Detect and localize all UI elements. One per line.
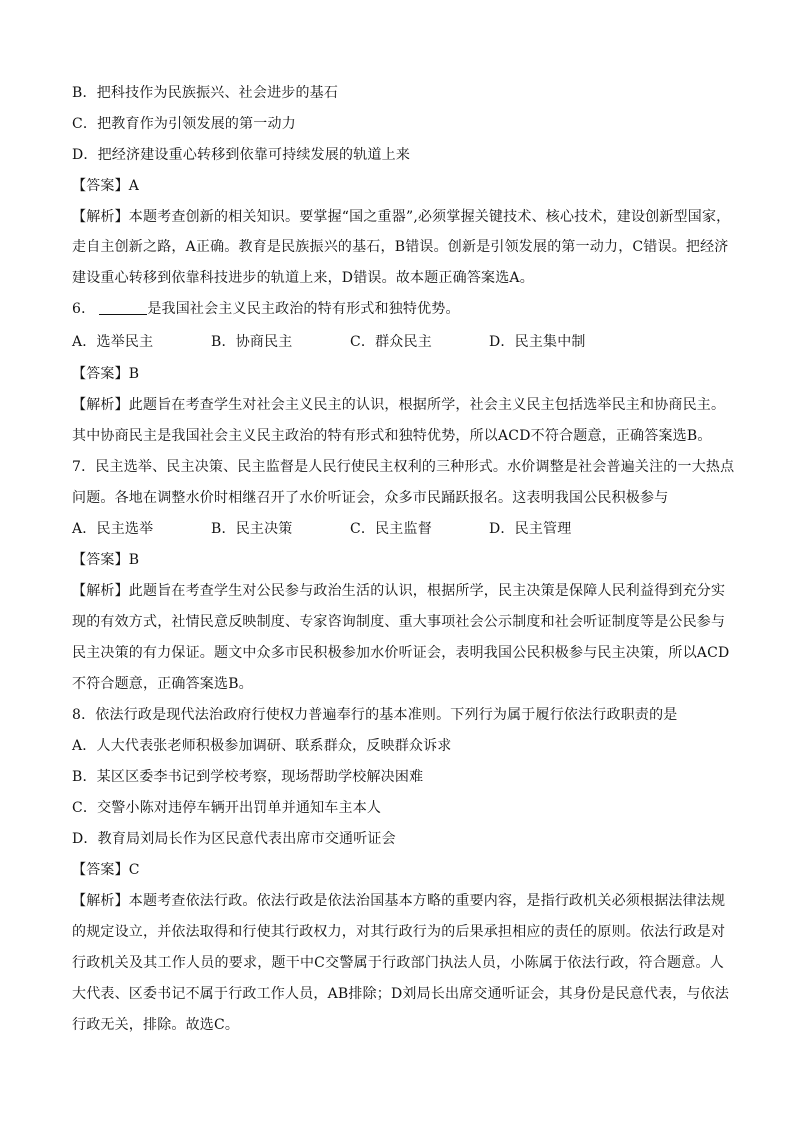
q7-stem-line-1: 7．民主选举、民主决策、民主监督是人民行使民主权利的三种形式。水价调整是社会普遍关注的一大热点 (72, 459, 735, 475)
q7-stem-line-2: 问题。各地在调整水价时相继召开了水价听证会，众多市民踊跃报名。这表明我国公民积极参与 (72, 490, 669, 506)
q8-option-c: C．交警小陈对违停车辆开出罚单并通知车主本人 (72, 800, 382, 816)
q8-explanation-line-1: 【解析】本题考查依法行政。依法行政是依法治国基本方略的重要内容，是指行政机关必须根据法律法规 (72, 893, 726, 909)
q7-option-d: D．民主管理 (489, 521, 572, 537)
q6-answer: 【答案】B (72, 366, 140, 382)
q8-option-a: A．人大代表张老师积极参加调研、联系群众，反映群众诉求 (72, 738, 452, 754)
q5-option-c: C．把教育作为引领发展的第一动力 (72, 116, 296, 132)
q8-option-b: B．某区区委李书记到学校考察，现场帮助学校解决困难 (72, 769, 424, 785)
q8-explanation-line-5: 行政无关，排除。故选C。 (72, 1017, 240, 1033)
q7-explanation-line-1: 【解析】此题旨在考查学生对公民参与政治生活的认识，根据所学，民主决策是保障人民利益得到充分实 (72, 583, 726, 599)
q6-option-d: D．民主集中制 (489, 334, 586, 350)
fill-blank (99, 300, 147, 315)
q7-option-c: C．民主监督 (350, 521, 432, 537)
q8-stem: 8．依法行政是现代法治政府行使权力普遍奉行的基本准则。下列行为属于履行依法行政职责的是 (72, 707, 678, 723)
q6-option-b: B．协商民主 (211, 334, 293, 350)
q6-number: 6． (72, 301, 96, 317)
q6-stem (72, 300, 732, 318)
q5-option-b: B．把科技作为民族振兴、社会进步的基石 (72, 85, 339, 101)
q7-option-a: A．民主选举 (72, 521, 154, 537)
q7-answer: 【答案】B (72, 552, 140, 568)
q5-answer: 【答案】A (72, 178, 140, 194)
q6-stem-text: 是我国社会主义民主政治的特有形式和独特优势。 (147, 301, 460, 317)
q6-option-c: C．群众民主 (350, 334, 432, 350)
q7-option-b: B．民主决策 (211, 521, 293, 537)
q8-explanation-line-2: 的规定设立，并依法取得和行使其行政权力，对其行政行为的后果承担相应的责任的原则。依法行政是对 (72, 924, 726, 940)
q8-option-d: D．教育局刘局长作为区民意代表出席市交通听证会 (72, 831, 396, 847)
q5-explanation-line-2: 走自主创新之路，A正确。教育是民族振兴的基石，B错误。创新是引领发展的第一动力，C错误。把经济 (72, 239, 729, 255)
q8-answer: 【答案】C (72, 862, 140, 878)
q6-option-a: A．选举民主 (72, 334, 154, 350)
q5-explanation-line-3: 建设重心转移到依靠科技进步的轨道上来，D错误。故本题正确答案选A。 (72, 270, 534, 286)
q7-explanation-line-4: 不符合题意，正确答案选B。 (72, 676, 253, 692)
q8-explanation-line-4: 大代表、区委书记不属于行政工作人员，AB排除；D刘局长出席交通听证会，其身份是民意代表，与依法 (72, 986, 730, 1002)
q7-explanation-line-2: 现的有效方式，社情民意反映制度、专家咨询制度、重大事项社会公示制度和社会听证制度等是公民参与 (72, 614, 726, 630)
q5-option-d: D．把经济建设重心转移到依靠可持续发展的轨道上来 (72, 147, 411, 163)
q6-explanation-line-2: 其中协商民主是我国社会主义民主政治的特有形式和独特优势，所以ACD不符合题意，正确答案选B。 (72, 428, 712, 444)
q6-explanation-line-1: 【解析】此题旨在考查学生对社会主义民主的认识，根据所学，社会主义民主包括选举民主和协商民主。 (72, 397, 726, 413)
q7-options (72, 520, 732, 538)
q8-explanation-line-3: 行政机关及其工作人员的要求，题干中C交警属于行政部门执法人员，小陈属于依法行政，符合题意。人 (72, 955, 724, 971)
q7-explanation-line-3: 民主决策的有力保证。题文中众多市民积极参加水价听证会，表明我国公民积极参与民主决策，所以ACD (72, 645, 730, 661)
q5-explanation-line-1: 【解析】本题考查创新的相关知识。要掌握“国之重器”,必须掌握关键技术、核心技术，建设创新型国家， (72, 209, 731, 225)
q6-options (72, 333, 732, 351)
